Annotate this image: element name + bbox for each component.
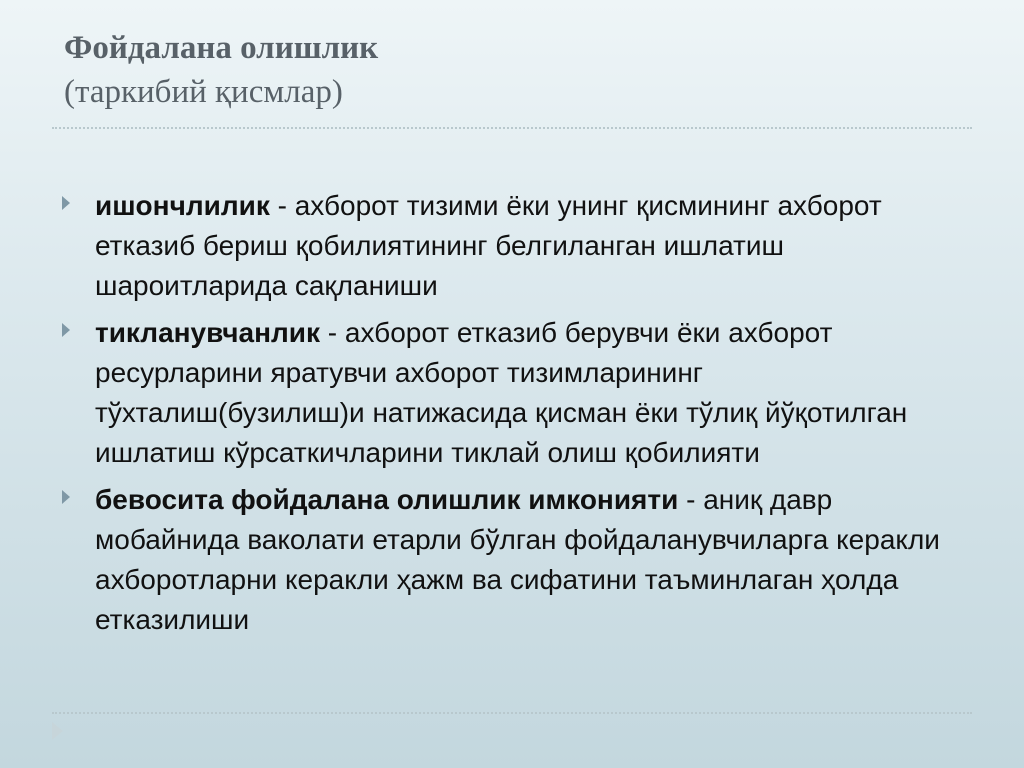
slide-title: Фойдалана олишлик <box>64 30 379 66</box>
bullet-text <box>95 186 970 306</box>
bullet-term: ишончлилик <box>95 190 270 221</box>
bullet-text <box>95 480 970 640</box>
bullet-item <box>60 186 970 306</box>
bullet-arrow-icon <box>62 196 70 210</box>
slide-subtitle: (таркибий қисмлар) <box>64 74 343 110</box>
bullet-term: тикланувчанлик <box>95 317 321 348</box>
bullet-term: бевосита фойдалана олишлик имконияти <box>95 484 679 515</box>
next-slide-icon[interactable] <box>52 722 63 740</box>
bullet-item <box>60 480 970 640</box>
header-divider <box>52 127 972 129</box>
slide-header <box>64 26 964 114</box>
slide-nav[interactable] <box>52 722 63 745</box>
bullet-text <box>95 313 970 473</box>
bullet-item <box>60 313 970 473</box>
bullet-list <box>60 186 970 647</box>
bullet-description: - ахборот тизими ёки унинг қисмининг ахборот етказиб бериш қобилиятининг белгиланган ишлатиш шароитларида сақланиши <box>95 190 882 301</box>
bullet-arrow-icon <box>62 490 70 504</box>
bullet-description: - аниқ давр мобайнида ваколати етарли бўлган фойдаланувчиларга керакли ахборотларни керакли ҳажм ва сифатини таъминлаган ҳолда етказилиши <box>95 484 940 635</box>
footer-divider <box>52 712 972 714</box>
bullet-description: - ахборот етказиб берувчи ёки ахборот ресурларини яратувчи ахборот тизимларининг тўхталиш(бузилиш)и натижасида қисман ёки тўлиқ йўқотилган ишлатиш кўрсаткичларини тиклай олиш қобилияти <box>95 317 908 468</box>
bullet-arrow-icon <box>62 323 70 337</box>
